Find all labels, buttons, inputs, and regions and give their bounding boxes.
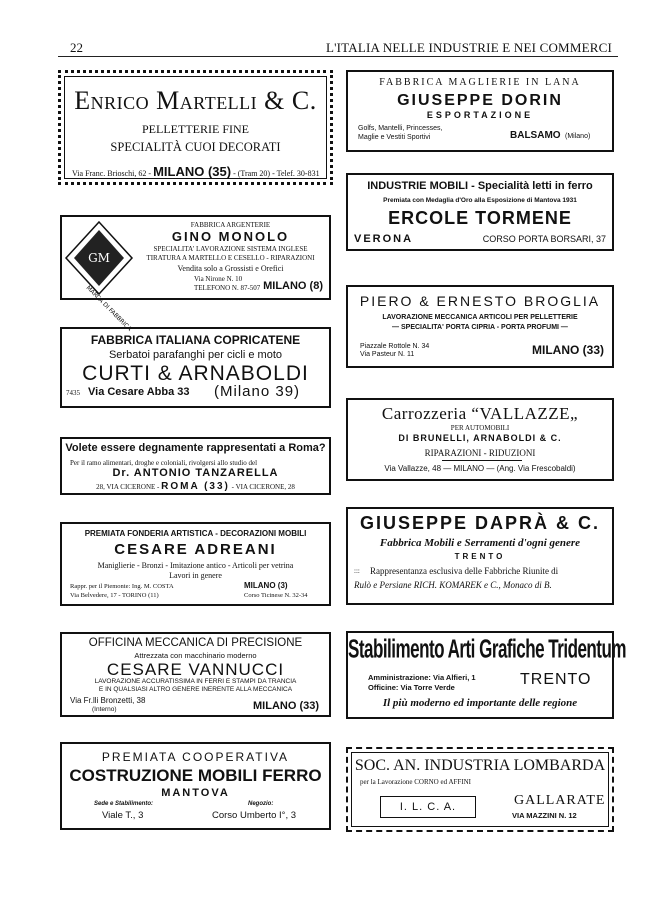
adreani-name: CESARE ADREANI — [114, 541, 277, 558]
adreani-line3: Lavori in genere — [169, 571, 222, 580]
adreani-addr: Corso Ticinese N. 32-34 — [244, 592, 308, 599]
page-number: 22 — [70, 40, 83, 55]
monolo-addr1: Via Nirone N. 10 — [194, 275, 243, 283]
ad-adreani — [60, 522, 331, 606]
monolo-logo-text: MARCA DI FABBRICA — [84, 284, 133, 333]
tanzarella-line2: Per il ramo alimentari, droghe e coloniali, rivolgersi allo studio del — [70, 459, 258, 467]
adreani-line2: Maniglierie - Bronzi - Imitazione antico - Articoli per vetrina — [97, 561, 294, 570]
broglia-addr1: Piazzale Rottole N. 34 — [360, 343, 430, 350]
running-title: L'ITALIA NELLE INDUSTRIE E NEI COMMERCI — [325, 40, 612, 55]
dapra-name: GIUSEPPE DAPRÀ & C. — [359, 513, 601, 533]
curti-line1: FABBRICA ITALIANA COPRICATENE — [90, 333, 301, 347]
tanzarella-addr-left: 28, VIA CICERONE - — [96, 483, 160, 491]
mobili-addr1: Viale T., 3 — [102, 810, 144, 821]
vannucci-line1: OFFICINA MECCANICA DI PRECISIONE — [88, 637, 303, 649]
martelli-addr-left: Via Franc. Brioschi, 62 - — [72, 169, 152, 178]
adreani-rep2: Via Belvedere, 17 - TORINO (11) — [70, 592, 159, 599]
tridentum-city: TRENTO — [520, 671, 592, 688]
dapra-line1: Fabbrica Mobili e Serramenti d'ogni genere — [379, 537, 581, 549]
mobili-addr2: Corso Umberto I°, 3 — [212, 810, 297, 821]
tridentum-name: Stabilimento Arti Grafiche Tridentum — [348, 635, 626, 664]
ad-mobili-ferro — [60, 742, 331, 830]
dapra-prefix: ::: — [354, 567, 360, 575]
dorin-name: GIUSEPPE DORIN — [397, 92, 563, 109]
lombarda-addr: VIA MAZZINI N. 12 — [512, 811, 577, 820]
broglia-addr2: Via Pasteur N. 11 — [360, 351, 415, 358]
adreani-city: MILANO (3) — [244, 581, 288, 590]
vannucci-name: CESARE VANNUCCI — [106, 660, 285, 679]
vannucci-addr2: (Interno) — [92, 706, 117, 713]
ad-vallazze — [346, 398, 614, 481]
ad-lombarda — [346, 747, 614, 832]
tormene-city: VERONA — [354, 233, 414, 245]
monolo-line3: Vendita solo a Grossisti e Orefici — [177, 264, 284, 273]
monolo-top: FABBRICA ARGENTERIE — [190, 221, 271, 229]
mobili-city: MANTOVA — [161, 787, 230, 799]
ad-monolo — [60, 215, 331, 333]
tanzarella-addr-right: - VIA CICERONE, 28 — [231, 483, 295, 491]
monolo-monogram: GM — [88, 251, 110, 265]
tanzarella-line1: Volete essere degnamente rappresentati a Roma? — [65, 442, 326, 454]
dorin-line2: ESPORTAZIONE — [426, 110, 534, 120]
vallazze-line1: PER AUTOMOBILI — [450, 424, 510, 432]
martelli-city: MILANO (35) — [153, 164, 232, 179]
vallazze-addr: Via Vallazze, 48 — MILANO — (Ang. Via Frescobaldi) — [384, 464, 576, 473]
monolo-name: GINO MONOLO — [171, 229, 290, 244]
tormene-name: ERCOLE TORMENE — [388, 208, 572, 228]
tormene-line2: Premiata con Medaglia d'Oro alla Esposizione di Mantova 1931 — [383, 197, 577, 204]
tormene-line1: INDUSTRIE MOBILI - Specialità letti in ferro — [367, 180, 593, 192]
tridentum-line2: Officine: Via Torre Verde — [368, 683, 455, 692]
martelli-line1: PELLETTERIE FINE — [142, 122, 249, 136]
martelli-line2: SPECIALITÀ CUOI DECORATI — [110, 140, 281, 154]
mobili-line1: PREMIATA COOPERATIVA — [101, 750, 290, 764]
lombarda-city: GALLARATE — [514, 793, 606, 808]
tormene-addr: CORSO PORTA BORSARI, 37 — [482, 234, 606, 244]
ad-broglia — [346, 285, 614, 368]
ad-vannucci — [60, 632, 331, 717]
lombarda-box — [380, 796, 476, 818]
curti-tel: 7435 — [66, 389, 80, 397]
adreani-line1: PREMIATA FONDERIA ARTISTICA - DECORAZIONI MOBILI — [84, 529, 307, 538]
mobili-label1: Sede e Stabilimento: — [94, 801, 154, 807]
dorin-desc1: Golfs, Mantelli, Princesses, — [358, 125, 443, 132]
broglia-line1: LAVORAZIONE MECCANICA ARTICOLI PER PELLETTERIE — [382, 314, 578, 321]
ad-curti — [60, 327, 331, 408]
lombarda-box-text: I. L. C. A. — [399, 801, 457, 813]
dapra-line2: Rappresentanza esclusiva delle Fabbriche Riunite di — [370, 566, 559, 576]
martelli-name: Enrico Martelli & C. — [74, 86, 317, 115]
dorin-city: BALSAMO — [510, 130, 561, 141]
header-rule — [58, 56, 618, 57]
vannucci-line4: E IN QUALSIASI ALTRO GENERE INERENTE ALLA MECCANICA — [98, 686, 293, 693]
broglia-line2: — SPECIALITA' PORTA CIPRIA - PORTA PROFUMI — — [392, 324, 568, 331]
monolo-line1: SPECIALITA' LAVORAZIONE SISTEMA INGLESE — [153, 245, 308, 253]
ad-tridentum — [346, 631, 626, 719]
vannucci-line2: Attrezzata con macchinario moderno — [134, 651, 257, 660]
dorin-line1: FABBRICA MAGLIERIE IN LANA — [379, 77, 581, 88]
curti-name: CURTI & ARNABOLDI — [82, 362, 309, 385]
vallazze-name: Carrozzeria “VALLAZZE„ — [381, 404, 579, 423]
lombarda-name: SOC. AN. INDUSTRIA LOMBARDA — [354, 757, 606, 774]
dorin-desc2: Maglie e Vestiti Sportivi — [358, 134, 431, 141]
tanzarella-name: Dr. ANTONIO TANZARELLA — [112, 467, 279, 479]
dorin-province: (Milano) — [565, 133, 591, 140]
tridentum-line1: Amministrazione: Via Alfieri, 1 — [368, 673, 476, 682]
tanzarella-city: ROMA (33) — [161, 481, 230, 492]
dapra-city: TRENTO — [454, 552, 506, 561]
ad-martelli — [58, 70, 333, 185]
broglia-name: PIERO & ERNESTO BROGLIA — [359, 293, 601, 309]
vallazze-line3: RIPARAZIONI - RIDUZIONI — [424, 448, 536, 458]
mobili-label2: Negozio: — [248, 801, 274, 807]
monolo-city: MILANO (8) — [263, 280, 323, 292]
curti-city: (Milano 39) — [214, 383, 301, 400]
ad-tormene — [346, 173, 614, 251]
ad-dapra — [346, 507, 614, 605]
monolo-logo — [64, 220, 134, 333]
monolo-addr2: TELEFONO N. 87-507 — [194, 284, 261, 292]
lombarda-line1: per la Lavorazione CORNO ed AFFINI — [360, 778, 472, 786]
curti-addr: Via Cesare Abba 33 — [88, 386, 190, 398]
vallazze-rule — [442, 460, 522, 461]
tridentum-line3: Il più moderno ed importante delle regione — [382, 697, 578, 709]
ad-dorin — [346, 70, 614, 152]
vannucci-line3: LAVORAZIONE ACCURATISSIMA IN FERRI E STAMPI DA TRANCIA — [94, 678, 297, 685]
vannucci-city: MILANO (33) — [253, 700, 319, 712]
mobili-name: COSTRUZIONE MOBILI FERRO — [69, 766, 322, 785]
ad-tanzarella — [60, 437, 331, 495]
curti-line2: Serbatoi parafanghi per cicli e moto — [108, 349, 283, 361]
martelli-addr-right: - (Tram 20) - Telef. 30-831 — [233, 169, 320, 178]
vannucci-addr1: Via Fr.lli Bronzetti, 38 — [70, 696, 146, 705]
broglia-city: MILANO (33) — [532, 343, 604, 357]
dapra-line3: Rulò e Persiane RICH. KOMAREK e C., Monaco di B. — [354, 580, 552, 590]
adreani-rep1: Rappr. per il Piemonte: Ing. M. COSTA — [70, 583, 174, 590]
monolo-line2: TIRATURA A MARTELLO E CESELLO - RIPARAZIONI — [146, 254, 315, 262]
vallazze-line2: DI BRUNELLI, ARNABOLDI & C. — [398, 433, 562, 443]
